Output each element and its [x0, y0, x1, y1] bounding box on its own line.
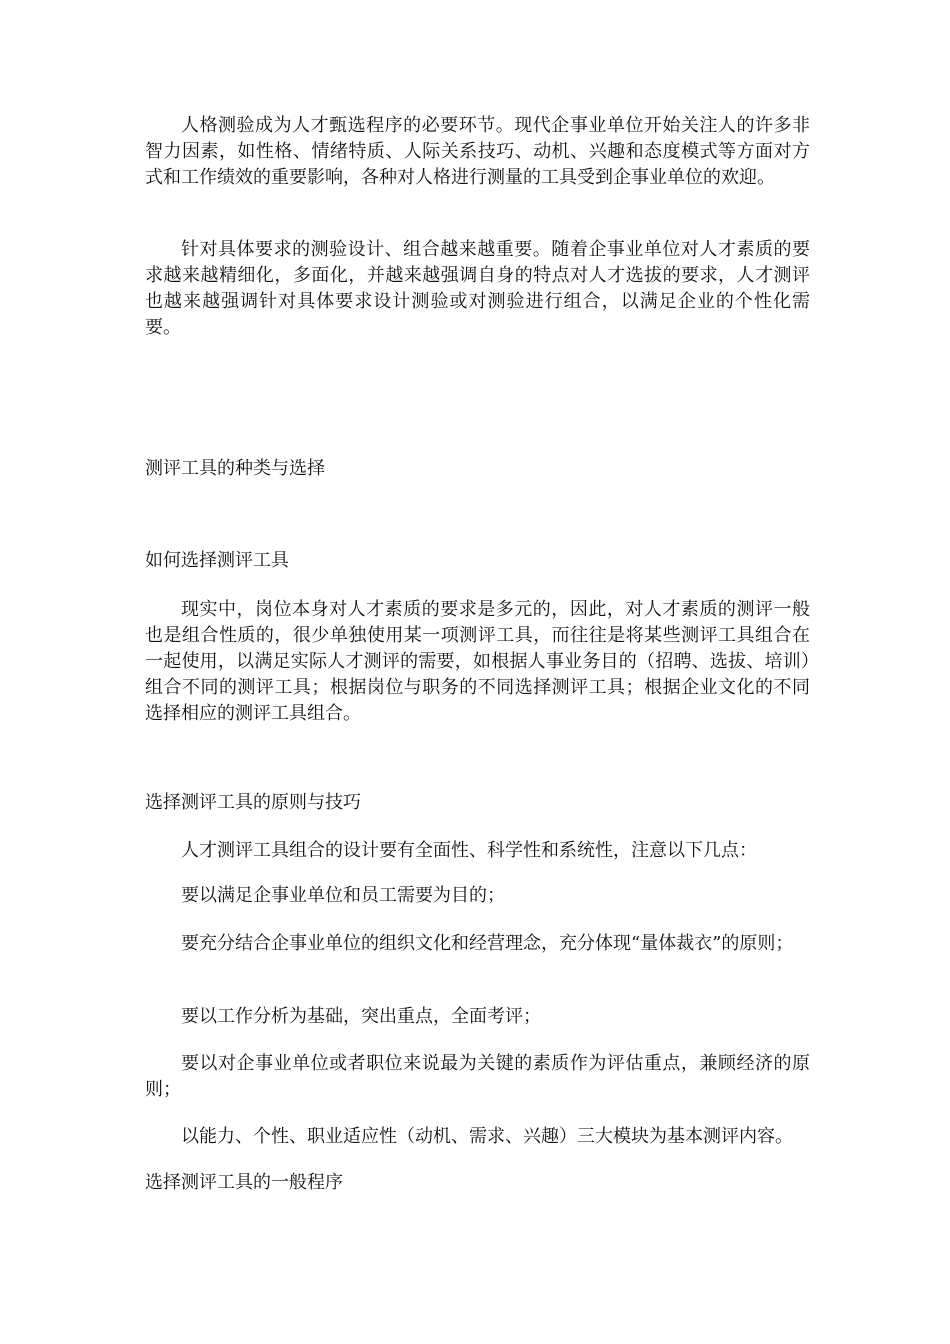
paragraph-point-key-qualities: 要以对企事业单位或者职位来说最为关键的素质作为评估重点，兼顾经济的原则；: [145, 1053, 810, 1100]
paragraph-test-design: 针对具体要求的测验设计、组合越来越重要。随着企事业单位对人才素质的要求越来越精细化，多面化，并越来越强调自身的特点对人才选拔的要求，人才测评也越来越强调针对具体要求设计测验或对测验进行组合，以满足企业的个性化需要。: [145, 239, 810, 338]
paragraph-combination: 现实中，岗位本身对人才素质的要求是多元的，因此，对人才素质的测评一般也是组合性质的，很少单独使用某一项测评工具，而往往是将某些测评工具组合在一起使用，以满足实际人才测评的需要，如根据人事业务目的（招聘、选拔、培训）组合不同的测评工具；根据岗位与职务的不同选择测评工具；根据企业文化的不同选择相应的测评工具组合。: [145, 599, 810, 724]
paragraph-design-points: 人才测评工具组合的设计要有全面性、科学性和系统性，注意以下几点：: [181, 840, 757, 861]
paragraph-point-culture: 要充分结合企事业单位的组织文化和经营理念，充分体现“量体裁衣”的原则；: [181, 933, 794, 954]
paragraph-point-job-analysis: 要以工作分析为基础，突出重点，全面考评；: [181, 1006, 541, 1027]
heading-general-procedure: 选择测评工具的一般程序: [145, 1172, 343, 1193]
heading-principles: 选择测评工具的原则与技巧: [145, 792, 361, 813]
paragraph-point-modules: 以能力、个性、职业适应性（动机、需求、兴趣）三大模块为基本测评内容。: [181, 1126, 793, 1147]
heading-how-to-choose: 如何选择测评工具: [145, 550, 289, 571]
paragraph-point-needs: 要以满足企事业单位和员工需要为目的；: [181, 885, 505, 906]
heading-tool-types: 测评工具的种类与选择: [145, 458, 325, 479]
document-page: [145, 0, 810, 1344]
paragraph-personality-test: 人格测验成为人才甄选程序的必要环节。现代企事业单位开始关注人的许多非智力因素，如性格、情绪特质、人际关系技巧、动机、兴趣和态度模式等方面对方式和工作绩效的重要影响，各种对人格进行测量的工具受到企事业单位的欢迎。: [145, 115, 810, 188]
